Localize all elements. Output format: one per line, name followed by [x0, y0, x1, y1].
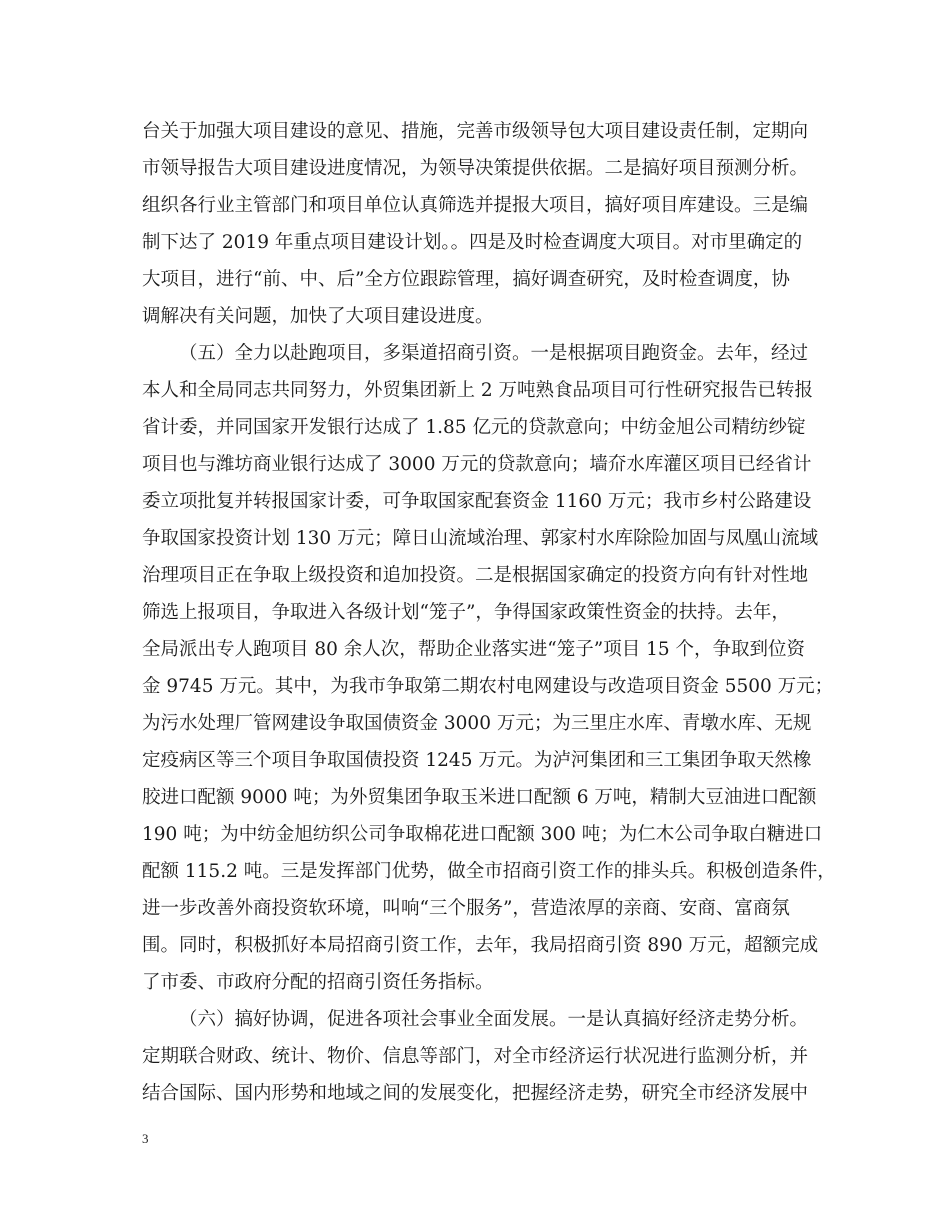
text-line: 省计委，并同国家开发银行达成了 1.85 亿元的贷款意向；中纺金旭公司精纺纱锭 — [142, 417, 806, 438]
text-line: 项目也与潍坊商业银行达成了 3000 万元的贷款意向；墙夼水库灌区项目已经省计 — [142, 454, 812, 475]
text-line: 全局派出专人跑项目 80 余人次，帮助企业落实进“笼子”项目 15 个，争取到位资 — [142, 639, 806, 660]
text-line: 结合国际、国内形势和地域之间的发展变化，把握经济走势，研究全市经济发展中 — [142, 1083, 809, 1104]
text-line: 进一步改善外商投资软环境，叫响“三个服务”，营造浓厚的亲商、安商、富商氛 — [142, 898, 790, 919]
text-line: 配额 115.2 吨。三是发挥部门优势，做全市招商引资工作的排头兵。积极创造条件， — [142, 861, 836, 882]
text-line: 为污水处理厂管网建设争取国债资金 3000 万元；为三里庄水库、青墩水库、无规 — [142, 713, 812, 734]
text-line: 调解决有关问题，加快了大项目建设进度。 — [142, 306, 494, 327]
text-line: 190 吨；为中纺金旭纺织公司争取棉花进口配额 300 吨；为仁木公司争取白糖进口 — [142, 824, 823, 845]
text-line: 组织各行业主管部门和项目单位认真筛选并提报大项目，搞好项目库建设。三是编 — [142, 195, 809, 216]
text-line: 台关于加强大项目建设的意见、措施，完善市级领导包大项目建设责任制，定期向 — [142, 121, 809, 142]
text-line: 大项目，进行“前、中、后”全方位跟踪管理，搞好调查研究，及时检查调度，协 — [142, 269, 790, 290]
text-line: 定期联合财政、统计、物价、信息等部门，对全市经济运行状况进行监测分析，并 — [142, 1046, 809, 1067]
text-line: 市领导报告大项目建设进度情况，为领导决策提供依据。二是搞好项目预测分析。 — [142, 158, 809, 179]
text-line: 胶进口配额 9000 吨；为外贸集团争取玉米进口配额 6 万吨，精制大豆油进口配额 — [142, 787, 817, 808]
paragraph-start-line: （六）搞好协调，促进各项社会事业全面发展。一是认真搞好经济走势分析。 — [179, 1009, 809, 1030]
body-text — [142, 113, 836, 1112]
text-line: 筛选上报项目，争取进入各级计划“笼子”，争得国家政策性资金的扶持。去年， — [142, 602, 790, 623]
paragraph-start-line: （五）全力以赴跑项目，多渠道招商引资。一是根据项目跑资金。去年，经过 — [179, 343, 809, 364]
text-line: 本人和全局同志共同努力，外贸集团新上 2 万吨熟食品项目可行性研究报告已转报 — [142, 380, 814, 401]
text-line: 争取国家投资计划 130 万元；障日山流域治理、郭家村水库除险加固与凤凰山流域 — [142, 528, 819, 549]
page-number: 3 — [142, 1131, 149, 1146]
text-line: 制下达了 2019 年重点项目建设计划。。四是及时检查调度大项目。对市里确定的 — [142, 232, 803, 253]
text-line: 围。同时，积极抓好本局招商引资工作，去年，我局招商引资 890 万元，超额完成 — [142, 935, 819, 956]
text-line: 金 9745 万元。其中，为我市争取第二期农村电网建设与改造项目资金 5500 万元； — [142, 676, 834, 697]
text-line: 定疫病区等三个项目争取国债投资 1245 万元。为泸河集团和三工集团争取天然橡 — [142, 750, 812, 771]
text-line: 治理项目正在争取上级投资和追加投资。二是根据国家确定的投资方向有针对性地 — [142, 565, 809, 586]
text-line: 委立项批复并转报国家计委，可争取国家配套资金 1160 万元；我市乡村公路建设 — [142, 491, 812, 512]
text-line: 了市委、市政府分配的招商引资任务指标。 — [142, 972, 494, 993]
